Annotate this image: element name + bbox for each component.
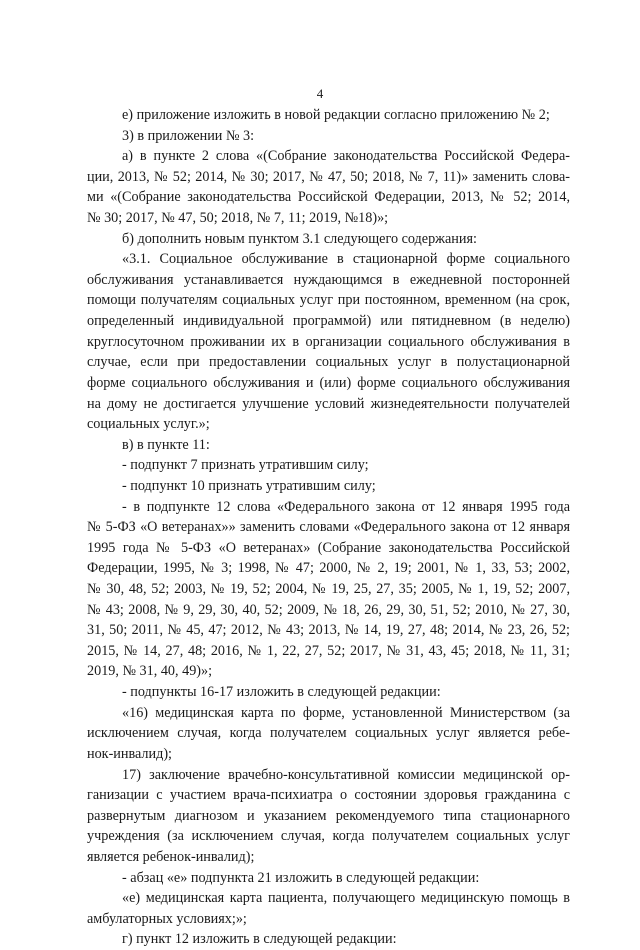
text-line: ции, 2013, № 52; 2014, № 30; 2017, № 47, 50; 2018, № 7, 11)» заменить слова- — [87, 168, 570, 185]
text-line: - подпункты 16-17 изложить в следующей редакции: — [122, 684, 441, 701]
text-line: исключением случая, когда получателем социальных услуг является ребе- — [87, 725, 570, 742]
text-line: 31, 50; 2011, № 45, 47; 2012, № 43; 2013, № 14, 19, 27, 48; 2014, № 23, 26, 52; — [87, 622, 570, 639]
text-line: 2019, № 31, 40, 49)»; — [87, 663, 213, 680]
text-line: г) пункт 12 изложить в следующей редакции: — [122, 931, 397, 948]
text-line: социальных услуг.»; — [87, 416, 210, 433]
text-line: а) в пункте 2 слова «(Собрание законодательства Российской Федера- — [122, 148, 570, 165]
text-line: обслуживания устанавливается нуждающимся в ежедневной посторонней — [87, 271, 570, 288]
text-line: - в подпункте 12 слова «Федерального закона от 12 января 1995 года — [122, 498, 570, 515]
text-line: случае, если при предоставлении социальных услуг в полустационарной — [87, 354, 570, 371]
text-line: помощи получателям социальных услуг при постоянном, временном (на срок, — [87, 292, 570, 309]
text-line: ми «(Собрание законодательства Российской Федерации, 2013, № 52; 2014, — [87, 189, 570, 206]
text-line: учреждения (за исключением случая, когда получателем социальных услуг — [87, 828, 570, 845]
text-line: ганизации с участием врача-психиатра о состоянии здоровья гражданина с — [87, 787, 570, 804]
text-line: б) дополнить новым пунктом 3.1 следующего содержания: — [122, 230, 477, 247]
text-line: - подпункт 7 признать утратившим силу; — [122, 457, 369, 474]
text-line: «3.1. Социальное обслуживание в стационарной форме социального — [122, 251, 570, 268]
text-line: № 30, 48, 52; 2003, № 19, 52; 2004, № 19, 25, 27, 35; 2005, № 1, 19, 52; 2007, — [87, 581, 570, 598]
text-line: амбулаторных условиях;»; — [87, 910, 247, 927]
text-line: в) в пункте 11: — [122, 436, 210, 453]
text-line: является ребенок-инвалид); — [87, 848, 255, 865]
text-line: 2015, № 14, 27, 48; 2016, № 1, 22, 27, 52; 2017, № 31, 43, 45; 2018, № 11, 31; — [87, 642, 570, 659]
page-number: 4 — [316, 86, 324, 101]
text-line: круглосуточном проживании их в организации социального обслуживания в — [87, 333, 570, 350]
text-line: - подпункт 10 признать утратившим силу; — [122, 477, 376, 494]
text-line: определенный индивидуальной программой) или пятидневном (в неделю) — [87, 313, 570, 330]
text-line: «16) медицинская карта по форме, установленной Министерством (за — [122, 704, 570, 721]
text-line: 17) заключение врачебно-консультативной комиссии медицинской ор- — [122, 766, 570, 783]
text-line: Федерации, 1995, № 3; 1998, № 47; 2000, № 2, 19; 2001, № 1, 33, 53; 2002, — [87, 560, 570, 577]
text-line: - абзац «е» подпункта 21 изложить в следующей редакции: — [122, 869, 480, 886]
text-line: нок-инвалид); — [87, 745, 172, 762]
text-line: 1995 года № 5-ФЗ «О ветеранах» (Собрание законодательства Российской — [87, 539, 570, 556]
text-line: форме социального обслуживания и (или) форме социального обслуживания — [87, 374, 570, 391]
document-body — [87, 105, 570, 950]
text-line: развернутым диагнозом и указанием рекомендуемого типа стационарного — [87, 807, 570, 824]
text-line: № 43; 2008, № 9, 29, 30, 40, 52; 2009, № 18, 26, 29, 30, 51, 52; 2010, № 27, 30, — [87, 601, 570, 618]
text-line: № 30; 2017, № 47, 50; 2018, № 7, 11; 2019, №18)»; — [87, 210, 389, 227]
text-line: «е) медицинская карта пациента, получающего медицинскую помощь в — [122, 890, 570, 907]
text-line: на дому не достигается улучшение условий жизнедеятельности получателей — [87, 395, 570, 412]
text-line: е) приложение изложить в новой редакции согласно приложению № 2; — [122, 107, 550, 123]
text-line: 3) в приложении № 3: — [122, 127, 255, 144]
text-line: № 5-ФЗ «О ветеранах»» заменить словами «Федерального закона от 12 января — [87, 519, 570, 536]
